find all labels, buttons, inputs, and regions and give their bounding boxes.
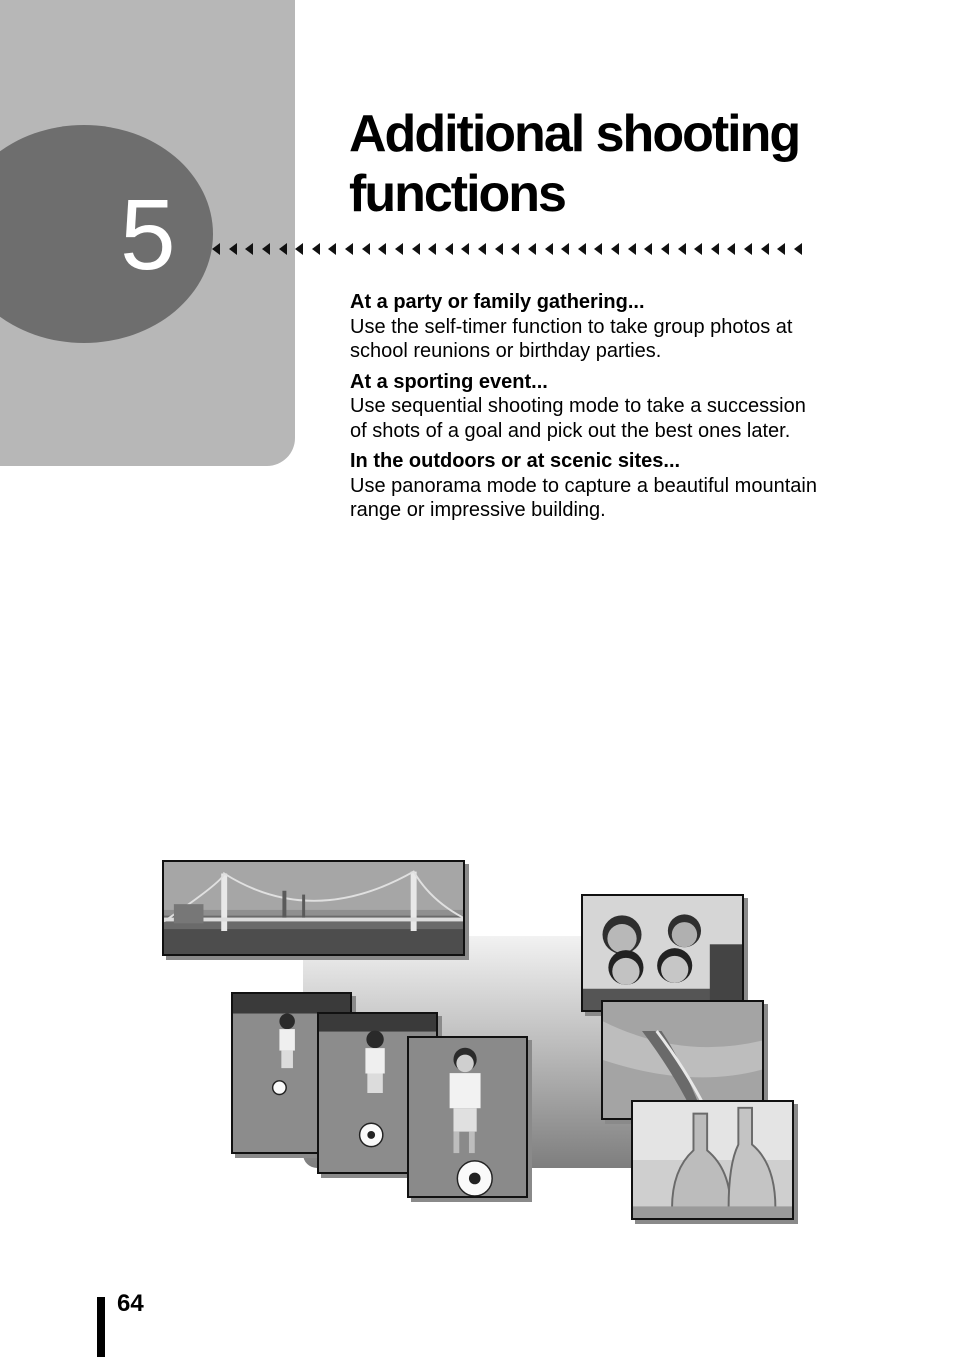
feature-item — [350, 449, 820, 523]
arrow-left-icon — [328, 243, 336, 255]
panorama-bridge-photo — [162, 860, 465, 956]
page-number-bar — [97, 1297, 105, 1357]
feature-heading: At a sporting event... — [350, 370, 548, 393]
feature-heading: At a party or family gathering... — [350, 291, 645, 313]
feature-body: Use sequential shooting mode to take a succession of shots of a goal and pick out the best ones later. — [350, 395, 806, 442]
arrow-left-icon — [378, 243, 386, 255]
arrow-left-icon — [428, 243, 436, 255]
arrow-left-icon — [694, 243, 702, 255]
arrow-left-icon — [528, 243, 536, 255]
arrow-left-icon — [245, 243, 253, 255]
arrow-left-icon — [295, 243, 303, 255]
feature-item — [350, 370, 820, 444]
arrow-left-icon — [229, 243, 237, 255]
feature-list — [350, 290, 820, 529]
arrow-left-icon — [611, 243, 619, 255]
arrow-left-icon — [761, 243, 769, 255]
arrow-left-icon — [545, 243, 553, 255]
arrow-left-icon — [711, 243, 719, 255]
arrow-left-icon — [262, 243, 270, 255]
soccer-sequence-photo-3 — [407, 1036, 528, 1198]
title-line-2: functions — [349, 165, 565, 223]
arrow-left-icon — [594, 243, 602, 255]
arrow-left-icon — [678, 243, 686, 255]
arrow-left-icon — [495, 243, 503, 255]
arrow-left-icon — [461, 243, 469, 255]
arrow-left-icon — [644, 243, 652, 255]
arrow-left-icon — [478, 243, 486, 255]
family-group-photo — [581, 894, 744, 1012]
arrow-left-icon — [727, 243, 735, 255]
arrow-left-icon — [412, 243, 420, 255]
feature-body: Use panorama mode to capture a beautiful mountain range or impressive building. — [350, 474, 817, 521]
arrow-left-icon — [561, 243, 569, 255]
arrow-left-icon — [445, 243, 453, 255]
feature-body: Use the self-timer function to take group photos at school reunions or birthday parties. — [350, 315, 793, 362]
bottles-still-life-photo — [631, 1100, 794, 1220]
page-title — [349, 104, 819, 224]
arrow-left-icon — [628, 243, 636, 255]
arrow-left-icon — [794, 243, 802, 255]
arrow-left-icon — [661, 243, 669, 255]
arrow-left-icon — [578, 243, 586, 255]
feature-item — [350, 290, 820, 364]
title-line-1: Additional shooting — [349, 105, 800, 163]
page-number: 64 — [117, 1290, 144, 1317]
arrow-left-icon — [777, 243, 785, 255]
arrow-left-icon — [312, 243, 320, 255]
arrow-left-icon — [279, 243, 287, 255]
arrow-left-icon — [362, 243, 370, 255]
feature-heading: In the outdoors or at scenic sites... — [350, 450, 681, 472]
arrow-left-icon — [744, 243, 752, 255]
decorative-arrow-row — [212, 239, 802, 259]
arrow-left-icon — [395, 243, 403, 255]
arrow-left-icon — [511, 243, 519, 255]
arrow-left-icon — [212, 243, 220, 255]
arrow-left-icon — [345, 243, 353, 255]
chapter-number: 5 — [120, 179, 176, 291]
